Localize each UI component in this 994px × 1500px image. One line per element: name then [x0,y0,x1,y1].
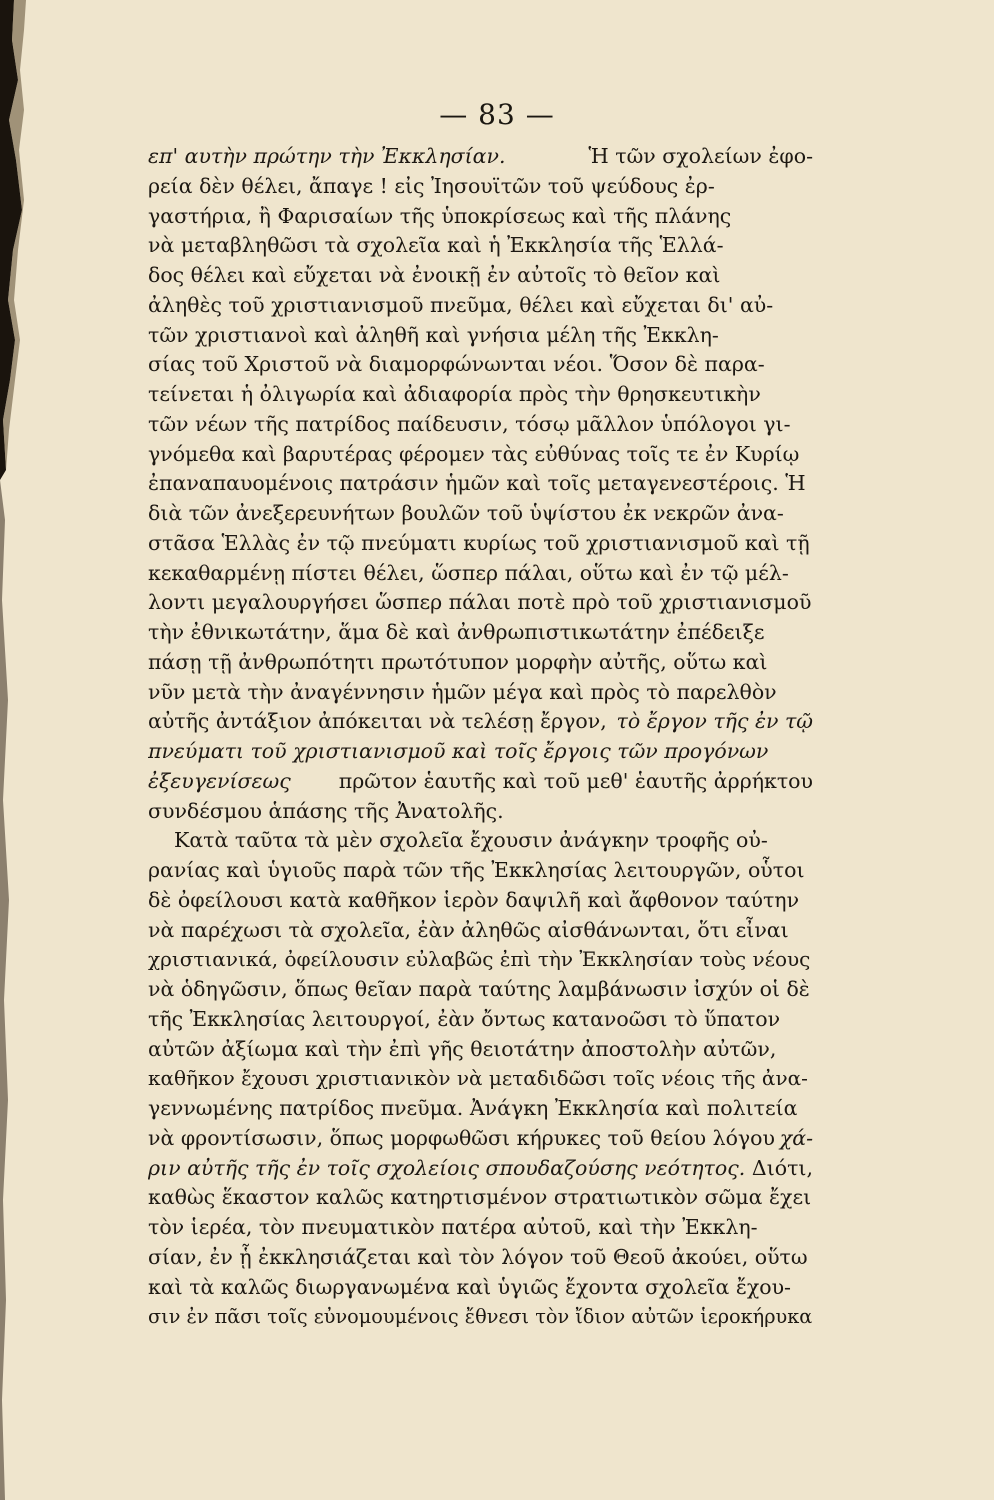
text-line [148,1273,813,1303]
line-fragment: σίας τοῦ Χριστοῦ νὰ διαμορφώνωνται νέοι. Ὅσον δὲ παρα- [148,352,765,377]
line-fragment: Ἡ τῶν σχολείων ἐφο- [588,144,813,168]
line-italic-fragment: επ' αυτὴν πρώτην τὴν Ἐκκλησίαν. [148,144,506,168]
line-fragment: αὐτῶν ἀξίωμα καὶ τὴν ἐπὶ γῆς θειοτάτην ἀποστολὴν αὐτῶν, [148,1036,777,1061]
text-line [148,380,813,410]
text-line [148,1154,813,1184]
text-line [148,856,813,886]
text-line [148,1213,813,1243]
line-fragment: λοντι μεγαλουργήσει ὥσπερ πάλαι ποτὲ πρὸ τοῦ χριστιανισμοῦ [148,590,812,615]
text-line [148,529,813,559]
text-line [148,291,813,321]
text-line [148,172,813,202]
text-line [148,618,813,648]
line-fragment: σιν ἐν πᾶσι τοῖς εὐνομουμένοις ἔθνεσι τὸν ἴδιον αὐτῶν ἱεροκήρυκα [148,1305,813,1329]
text-line [148,678,813,708]
line-fragment: διὰ τῶν ἀνεξερευνήτων βουλῶν τοῦ ὑψίστου ἐκ νεκρῶν ἀνα- [148,501,784,525]
line-fragment: τῆς Ἐκκλησίας λειτουργοί, ἐὰν ὄντως κατανοῶσι τὸ ὕπατον [148,1006,781,1031]
line-fragment: καθῆκον ἔχουσι χριστιανικὸν νὰ μεταδιδῶσι τοῖς νέοις τῆς ἀνα- [148,1066,808,1091]
text-line [148,975,813,1005]
text-line [148,886,813,916]
line-fragment: κεκαθαρμένῃ πίστει θέλει, ὥσπερ πάλαι, οὕτω καὶ ἐν τῷ μέλ- [148,560,789,585]
line-fragment: τὴν ἐθνικωτάτην, ἅμα δὲ καὶ ἀνθρωπιστικωτάτην ἐπέδειξε [148,620,765,644]
line-fragment: συνδέσμου ἁπάσης τῆς Ἀνατολῆς. [148,798,504,823]
text-line [148,945,813,975]
line-fragment: σίαν, ἐν ᾗ ἐκκλησιάζεται καὶ τὸν λόγον τοῦ Θεοῦ ἀκούει, οὕτω [148,1244,808,1269]
line-fragment: τῶν χριστιανοὶ καὶ ἀληθῆ καὶ γνήσια μέλη τῆς Ἐκκλη- [148,322,719,347]
line-fragment: πρῶτον ἑαυτῆς καὶ τοῦ μεθ' ἑαυτῆς ἀρρήκτου [338,768,813,793]
line-fragment: Κατὰ ταῦτα τὰ μὲν σχολεῖα ἔχουσιν ἀνάγκην τροφῆς οὐ- [174,828,768,853]
text-line [148,499,813,529]
line-fragment: γαστήρια, ἢ Φαρισαίων τῆς ὑποκρίσεως καὶ τῆς πλάνης [148,203,732,228]
line-fragment: αὐτῆς ἀντάξιον ἀπόκειται νὰ τελέσῃ ἔργον, [148,709,607,734]
text-line [148,321,813,351]
torn-page-edge [0,0,30,1500]
line-fragment: ρανίας καὶ ὑγιοῦς παρὰ τῶν τῆς Ἐκκλησίας λειτουργῶν, οὗτοι [148,858,805,882]
line-fragment: τῶν νέων τῆς πατρίδος παίδευσιν, τόσῳ μᾶλλον ὑπόλογοι γι- [148,411,791,436]
text-line [148,1243,813,1273]
line-fragment: ρεία δὲν θέλει, ἄπαγε ! εἰς Ἰησουϊτῶν τοῦ ψεύδους ἐρ- [148,173,715,198]
line-fragment: νὰ φροντίσωσιν, ὅπως μορφωθῶσι κήρυκες τοῦ θείου λόγου [148,1125,775,1150]
text-line [148,1064,813,1094]
line-italic-fragment: τὸ ἔργον τῆς ἐν τῷ [616,709,813,734]
text-line [148,469,813,499]
text-line [148,440,813,470]
text-line [148,410,813,440]
line-fragment: νὰ ὁδηγῶσιν, ὅπως θεῖαν παρὰ ταύτης λαμβάνωσιν ἰσχύν οἱ δὲ [148,977,810,1001]
text-line [148,737,813,767]
text-line [148,559,813,589]
line-fragment: νὰ μεταβληθῶσι τὰ σχολεῖα καὶ ἡ Ἐκκλησία τῆς Ἑλλά- [148,233,724,258]
line-fragment: τὸν ἱερέα, τὸν πνευματικὸν πατέρα αὐτοῦ, καὶ τὴν Ἐκκλη- [148,1215,758,1239]
line-fragment: νῦν μετὰ τὴν ἀναγέννησιν ἡμῶν μέγα καὶ πρὸς τὸ παρελθὸν [148,679,777,704]
text-line [148,1302,813,1332]
text-line [148,588,813,618]
text-line [148,797,813,827]
text-line [148,1124,813,1154]
text-line [148,1005,813,1035]
text-line [148,1035,813,1065]
line-fragment: καθὼς ἕκαστον καλῶς κατηρτισμένον στρατιωτικὸν σῶμα ἔχει [148,1185,812,1210]
text-line [148,648,813,678]
line-italic-fragment: ἐξευγενίσεως [148,768,291,793]
text-line [148,202,813,232]
line-fragment: στᾶσα Ἑλλὰς ἐν τῷ πνεύματι κυρίως τοῦ χριστιανισμοῦ καὶ τῇ [148,530,810,555]
line-fragment: γεννωμένης πατρίδος πνεῦμα. Ἀνάγκη Ἐκκλησία καὶ πολιτεία [148,1096,798,1120]
page-number: — 83 — [439,98,555,131]
text-line [148,261,813,291]
line-fragment: νὰ παρέχωσι τὰ σχολεῖα, ἐὰν ἀληθῶς αἰσθάνωνται, ὅτι εἶναι [148,917,789,942]
text-line [148,350,813,380]
text-line [148,1094,813,1124]
text-line [148,767,813,797]
line-fragment: δὲ ὀφείλουσι κατὰ καθῆκον ἱερὸν δαψιλῆ καὶ ἄφθονον ταύτην [148,887,800,912]
text-line [148,916,813,946]
line-italic-fragment: ριν αὐτῆς τῆς ἐν τοῖς σχολείοις σπουδαζούσης νεότητος. [148,1155,746,1180]
text-line [148,231,813,261]
line-fragment: πάσῃ τῇ ἀνθρωπότητι πρωτότυπον μορφὴν αὐτῆς, οὕτω καὶ [148,649,768,674]
text-line [148,707,813,737]
text-line [148,826,813,856]
text-line [148,142,813,172]
line-fragment: δος θέλει καὶ εὔχεται νὰ ἐνοικῇ ἐν αὐτοῖς τὸ θεῖον καὶ [148,263,721,287]
line-fragment: γνόμεθα καὶ βαρυτέρας φέρομεν τὰς εὐθύνας τοῖς τε ἐν Κυρίῳ [148,441,800,466]
text-line [148,1183,813,1213]
line-fragment: χριστιανικά, ὀφείλουσιν εὐλαβῶς ἐπὶ τὴν Ἐκκλησίαν τοὺς νέους [148,947,811,972]
body-text [148,142,813,1332]
line-fragment: τείνεται ἡ ὀλιγωρία καὶ ἀδιαφορία πρὸς τὴν θρησκευτικὴν [148,382,761,406]
line-fragment: καὶ τὰ καλῶς διωργανωμένα καὶ ὑγιῶς ἔχοντα σχολεῖα ἔχου- [148,1274,791,1299]
line-fragment: Διότι, [751,1155,813,1180]
line-italic-fragment: χά- [779,1125,813,1150]
line-fragment: ἀληθὲς τοῦ χριστιανισμοῦ πνεῦμα, θέλει καὶ εὔχεται δι' αὐ- [148,292,774,317]
line-fragment: ἐπαναπαυομένοις πατράσιν ἡμῶν καὶ τοῖς μεταγενεστέροις. Ἡ [148,471,806,496]
line-italic-fragment: πνεύματι τοῦ χριστιανισμοῦ καὶ τοῖς ἔργοις τῶν προγόνων [148,739,769,763]
